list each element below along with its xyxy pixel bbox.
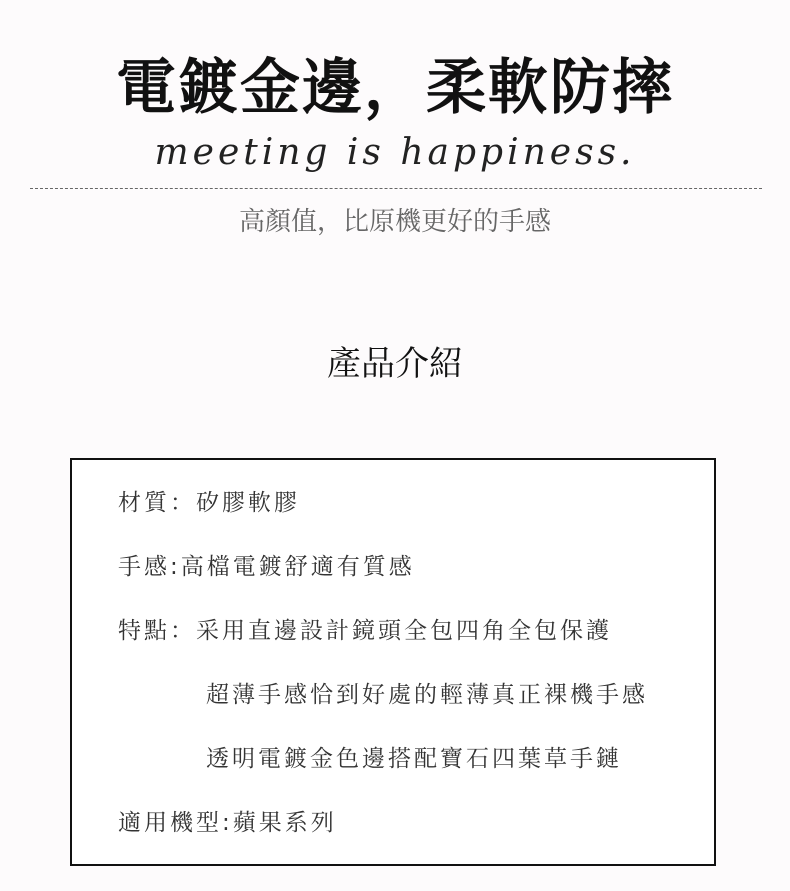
spec-material xyxy=(118,488,300,518)
spec-models-label: 適用機型: xyxy=(118,810,233,836)
product-spec-box xyxy=(70,458,716,866)
spec-material-label: 材質： xyxy=(118,490,196,516)
spec-features xyxy=(118,616,612,646)
spec-models xyxy=(118,808,337,838)
spec-feel xyxy=(118,552,415,582)
spec-feature-2: 超薄手感恰到好處的輕薄真正裸機手感 xyxy=(206,682,648,708)
spec-feature-3: 透明電鍍金色邊搭配寶石四葉草手鏈 xyxy=(206,746,622,772)
tagline: meeting is happiness. xyxy=(154,132,636,173)
section-title: 產品介紹 xyxy=(327,344,463,384)
dashed-divider xyxy=(30,188,762,189)
subtitle: 高顏值，比原機更好的手感 xyxy=(238,207,551,237)
spec-feature-1: 采用直邊設計鏡頭全包四角全包保護 xyxy=(196,618,612,644)
spec-models-value: 蘋果系列 xyxy=(232,810,337,836)
spec-features-label: 特點： xyxy=(118,618,196,644)
spec-feel-label: 手感: xyxy=(118,554,181,580)
headline: 電鍍金邊，柔軟防摔 xyxy=(116,53,674,123)
spec-material-value: 矽膠軟膠 xyxy=(196,490,300,516)
spec-feel-value: 高檔電鍍舒適有質感 xyxy=(180,554,415,580)
